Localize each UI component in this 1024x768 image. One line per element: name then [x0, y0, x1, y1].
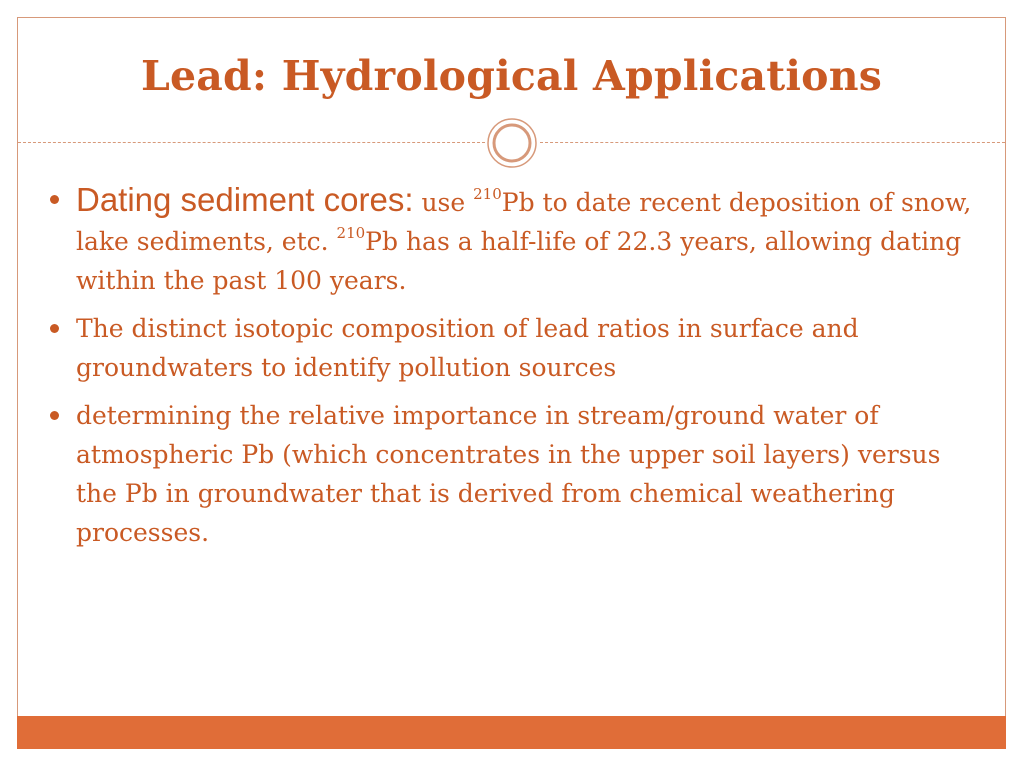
bullet-item-isotopic — [48, 309, 983, 387]
round-bullet-icon — [50, 411, 59, 420]
bullet-text: The distinct isotopic composition of lead ratios in surface and groundwaters to identify pollution sources — [76, 314, 859, 382]
bullet-text: determining the relative importance in stream/ground water of atmospheric Pb (which concentrates in the upper soil layers) versus the Pb in groundwater that is derived from chemical weathering processes. — [76, 401, 941, 547]
bullet-text: Pb to date recent deposition of snow, lake sediments, etc. — [76, 188, 972, 256]
footer-bar — [17, 716, 1006, 749]
title-divider-left — [18, 142, 485, 143]
round-bullet-icon — [50, 195, 59, 204]
bullet-text: Pb has a half-life of 22.3 years, allowing dating within the past 100 years. — [76, 227, 962, 295]
round-bullet-icon — [50, 324, 59, 333]
bullet-item-atmospheric — [48, 396, 983, 552]
isotope-superscript: 210 — [473, 185, 502, 203]
double-circle-ornament-icon — [486, 117, 538, 169]
bullet-item-dating — [48, 180, 983, 300]
bullet-text: use — [413, 188, 474, 217]
bullet-list — [48, 180, 983, 561]
isotope-superscript: 210 — [336, 224, 366, 242]
title-divider-right — [540, 142, 1005, 143]
slide-title: Lead: Hydrological Applications — [140, 52, 883, 100]
bullet-heading: Dating sediment cores: — [76, 181, 414, 218]
